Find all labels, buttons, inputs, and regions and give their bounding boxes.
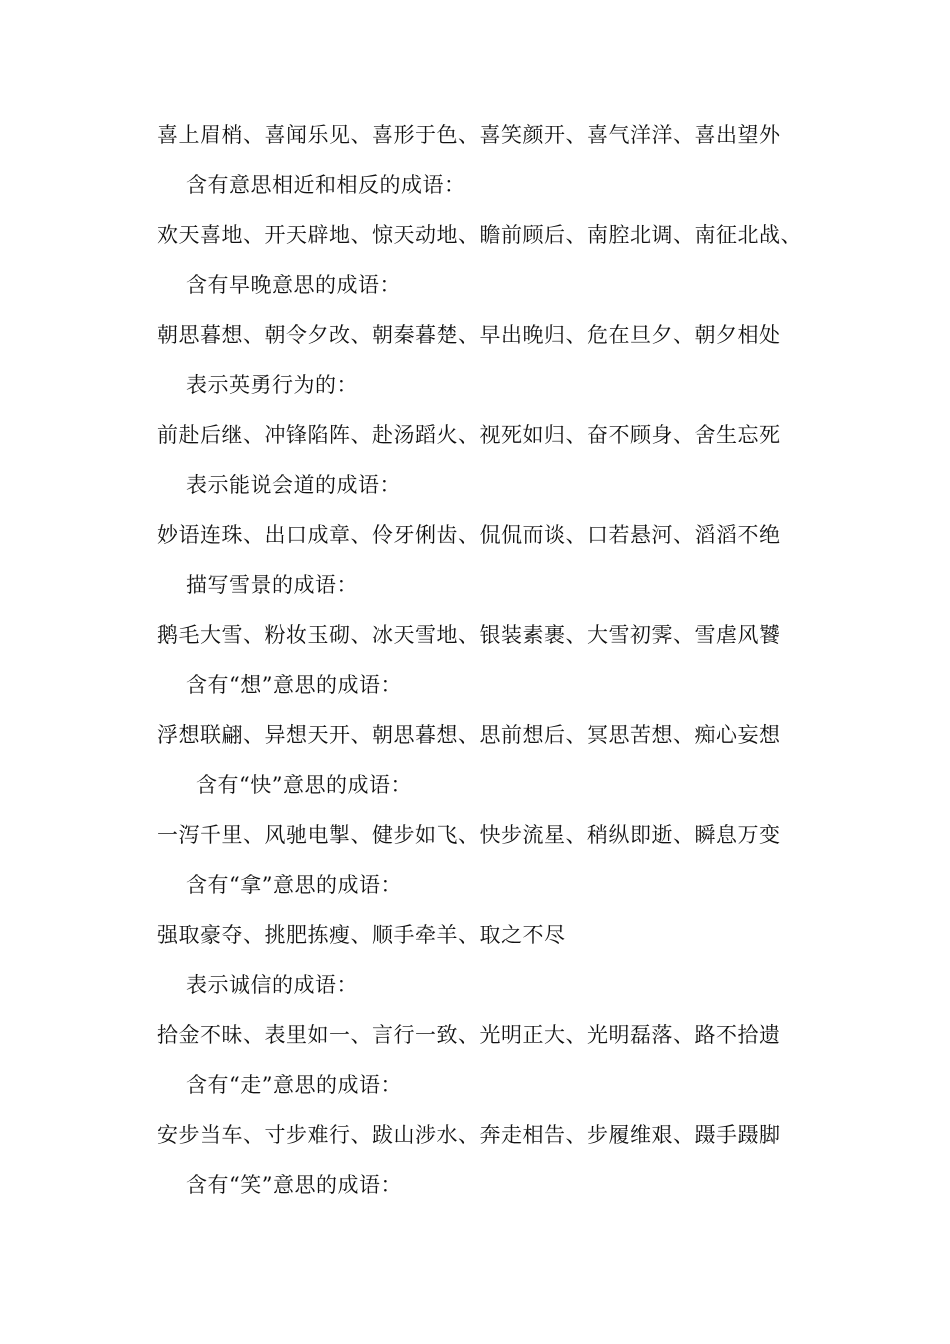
idiom-line: 鹅毛大雪、粉妆玉砌、冰天雪地、银装素裹、大雪初霁、雪虐风饕 <box>157 623 781 647</box>
section-heading: 含有“拿”意思的成语： <box>186 873 402 897</box>
section-heading: 表示能说会道的成语： <box>186 473 401 497</box>
idiom-line: 强取豪夺、挑肥拣瘦、顺手牵羊、取之不尽 <box>157 923 566 947</box>
idiom-line: 安步当车、寸步难行、跋山涉水、奔走相告、步履维艰、蹑手蹑脚 <box>157 1123 781 1147</box>
section-heading: 含有意思相近和相反的成语： <box>186 173 466 197</box>
idiom-line: 妙语连珠、出口成章、伶牙俐齿、侃侃而谈、口若悬河、滔滔不绝 <box>157 523 781 547</box>
section-heading: 含有“想”意思的成语： <box>186 673 402 697</box>
section-heading: 描写雪景的成语： <box>186 573 358 597</box>
section-heading: 表示英勇行为的： <box>186 373 358 397</box>
section-heading: 含有“走”意思的成语： <box>186 1073 402 1097</box>
idiom-line: 一泻千里、风驰电掣、健步如飞、快步流星、稍纵即逝、瞬息万变 <box>157 823 781 847</box>
section-heading: 含有“笑”意思的成语： <box>186 1173 402 1197</box>
idiom-line: 浮想联翩、异想天开、朝思暮想、思前想后、冥思苦想、痴心妄想 <box>157 723 781 747</box>
idiom-line: 前赴后继、冲锋陷阵、赴汤蹈火、视死如归、奋不顾身、舍生忘死 <box>157 423 781 447</box>
idiom-line: 朝思暮想、朝令夕改、朝秦暮楚、早出晚归、危在旦夕、朝夕相处 <box>157 323 781 347</box>
idiom-line: 欢天喜地、开天辟地、惊天动地、瞻前顾后、南腔北调、南征北战、 <box>157 223 802 247</box>
idiom-line: 拾金不昧、表里如一、言行一致、光明正大、光明磊落、路不拾遗 <box>157 1023 781 1047</box>
section-heading: 含有“快”意思的成语： <box>196 773 412 797</box>
idiom-line: 喜上眉梢、喜闻乐见、喜形于色、喜笑颜开、喜气洋洋、喜出望外 <box>157 123 781 147</box>
section-heading: 表示诚信的成语： <box>186 973 358 997</box>
section-heading: 含有早晚意思的成语： <box>186 273 401 297</box>
